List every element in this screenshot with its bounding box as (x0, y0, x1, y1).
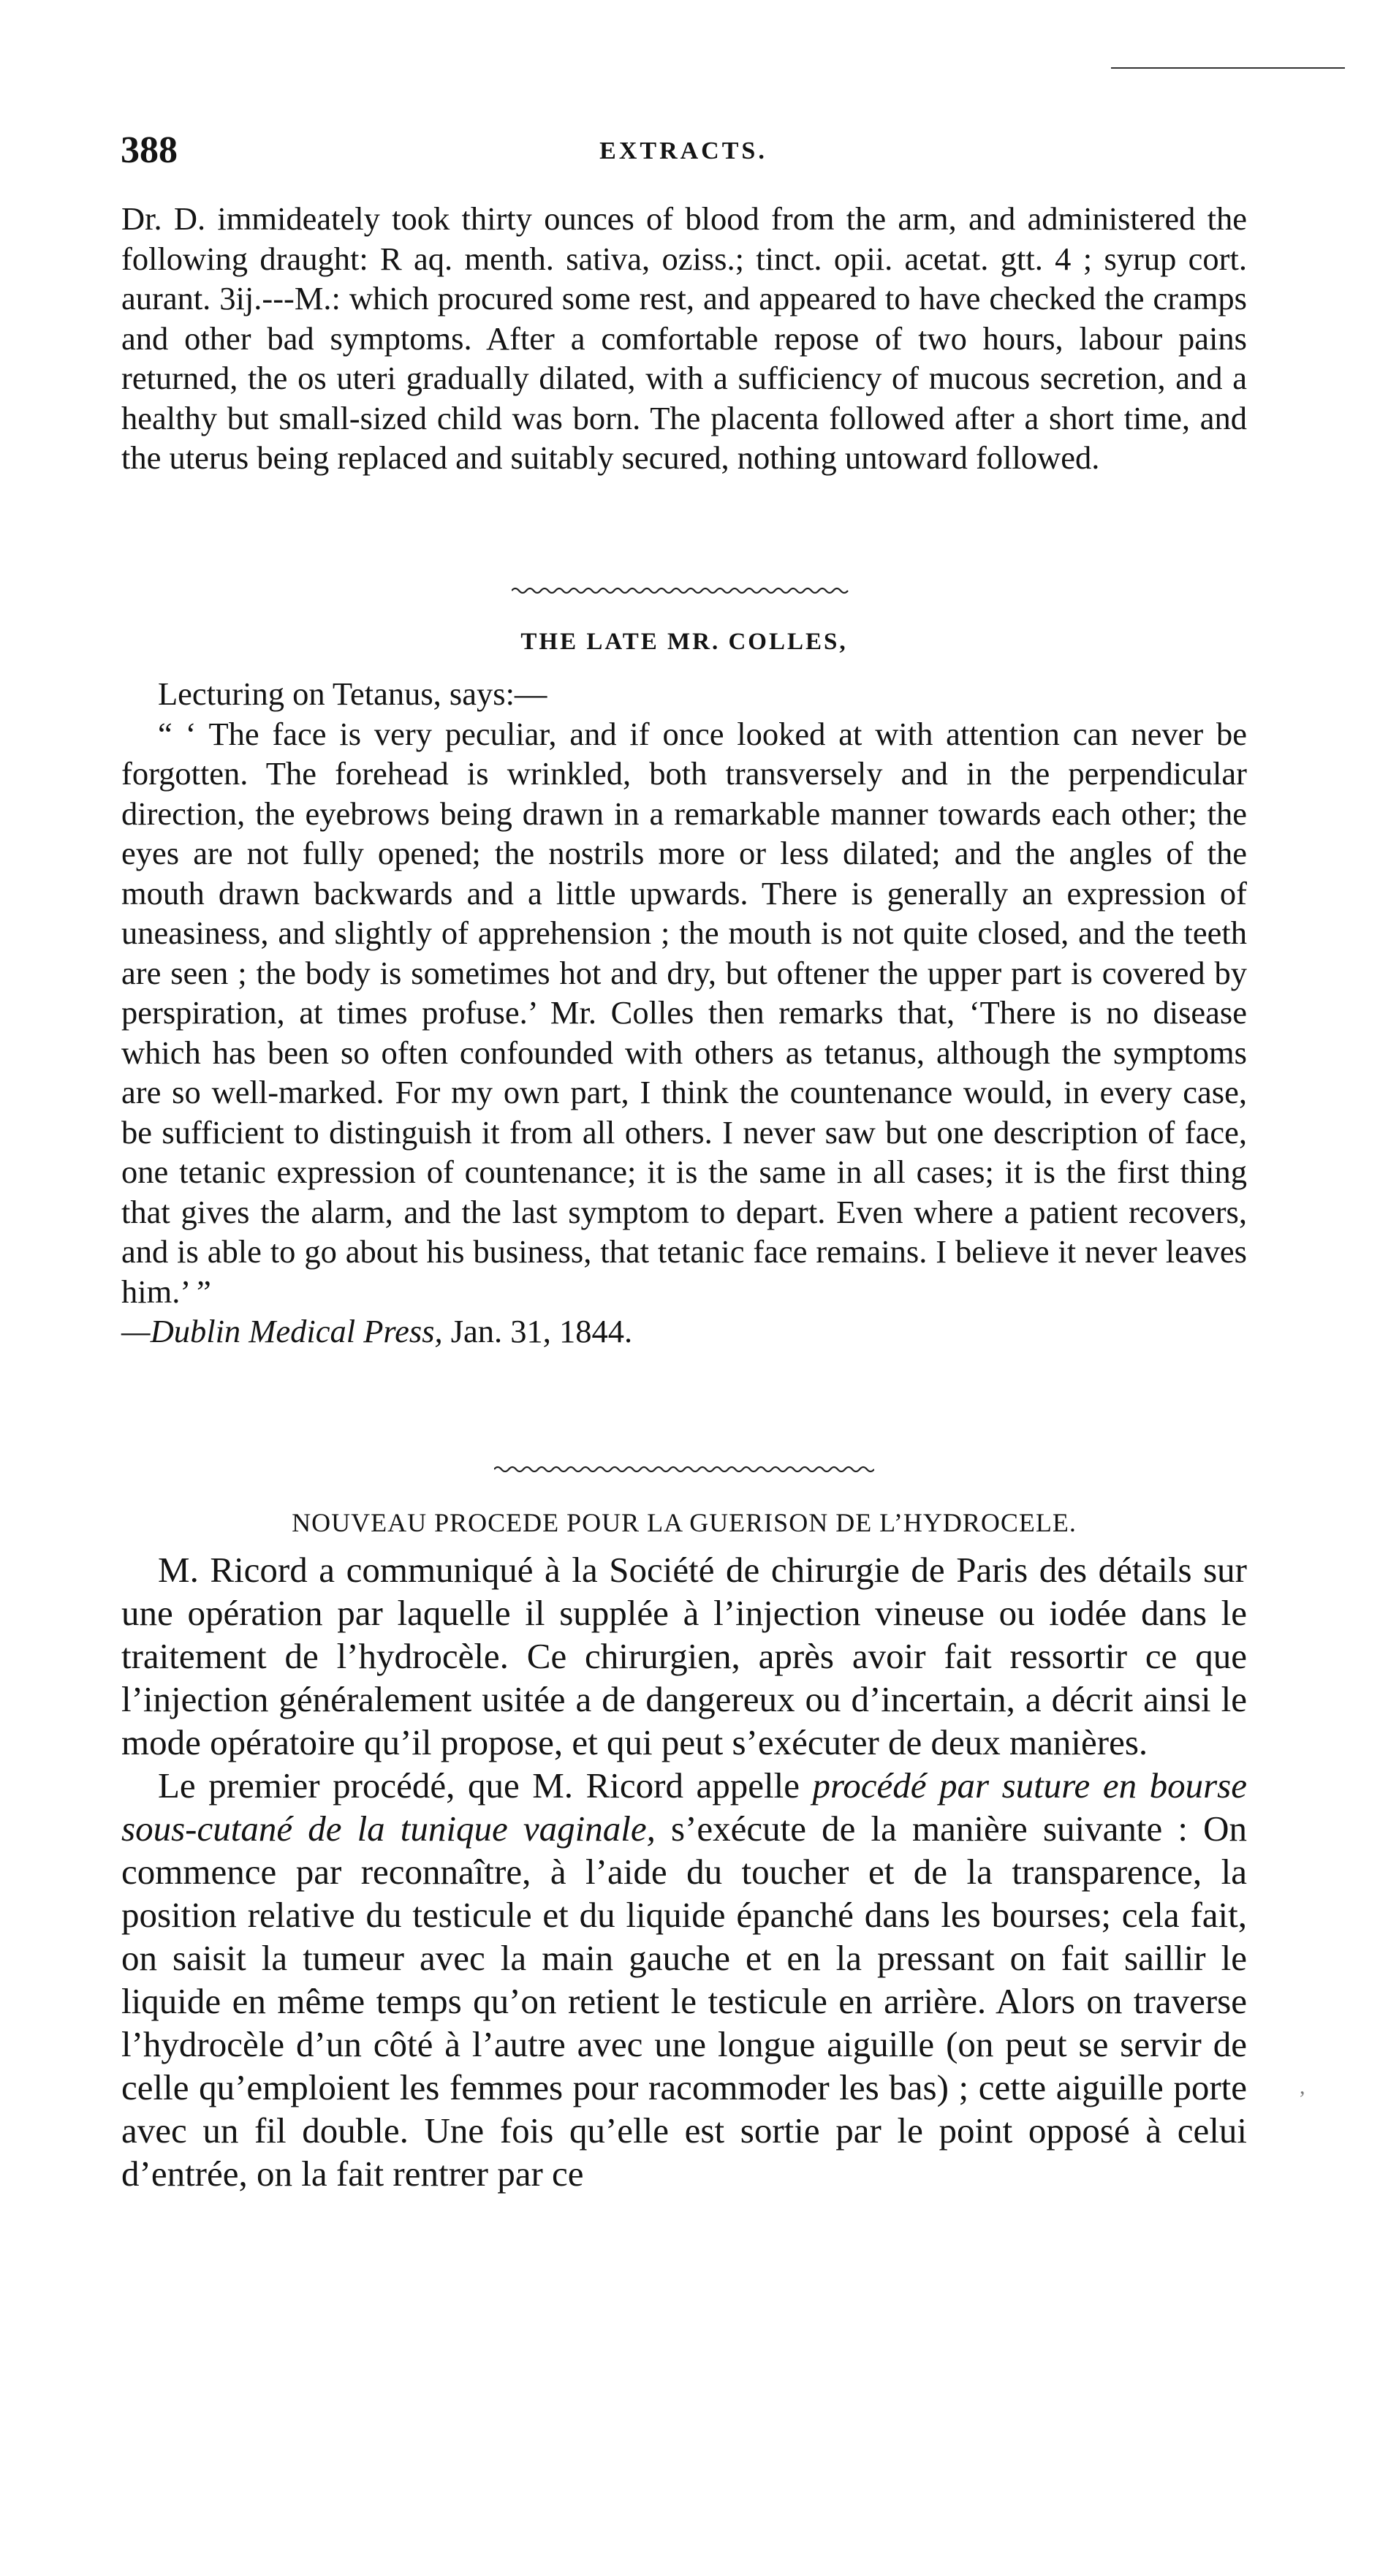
citation-source: —Dublin Medical Press, (121, 1313, 443, 1349)
colles-citation (121, 1311, 1247, 1352)
running-head (121, 129, 1246, 180)
wavy-divider-icon (494, 1463, 874, 1475)
nouveau-paragraph-1: M. Ricord a communiqué à la Société de chirurgie de Paris des détails sur une opération par laquelle il supplée à l’injection vineuse ou iodée dans le traitement de l’hydrocèle. Ce chirurgien, après avoir fait ressortir ce que l’injection généralement usitée a de dangereux ou d’incertain, a décrit ainsi le mode opératoire qu’il propose, et qui peut s’exécuter de deux manières. (121, 1550, 1247, 1762)
nouveau-paragraph-2-start: Le premier procédé, que M. Ricord appelle (158, 1765, 800, 1806)
top-rule (1111, 67, 1345, 69)
wavy-divider-ornament (512, 585, 855, 596)
nouveau-paragraph-2 (121, 1764, 1247, 2195)
nouveau-paragraph-2-rest: s’exécute de la manière suivante : On commence par reconnaître, à l’aide du toucher et de la transparence, la position relative du testicule et du liquide épanché dans les bourses; cela fait, on saisit la tumeur avec la main gauche et en la pressant on fait saillir le liquide en même temps qu’on retient le testicule en arrière. Alors on traverse l’hydrocèle d’un côté à l’autre avec une longue aiguille (on peut se servir de celle qu’emploient les femmes pour racommoder les bas) ; cette aiguille porte avec un fil double. Une fois qu’elle est sortie par le point opposé à celui d’entrée, on la fait rentrer par ce (121, 1808, 1247, 2194)
page-number: 388 (121, 129, 178, 171)
colles-heading: THE LATE MR. COLLES, (520, 629, 848, 655)
case-paragraph: Dr. D. immideately took thirty ounces of blood from the arm, and administered the following draught: R aq. menth. sativa, oziss.; tinct. opii. acetat. gtt. 4 ; syrup cort. aurant. 3ij.---M.: which procured some rest, and appeared to have checked the cramps and other bad symptoms. After a comfortable repose of two hours, labour pains returned, the os uteri gradually dilated, with a sufficiency of mucous secretion, and a healthy but small-sized child was born. The placenta followed after a short time, and the uterus being replaced and suitably secured, nothing untoward followed. (121, 200, 1247, 476)
colles-quote: “ ‘ The face is very peculiar, and if once looked at with attention can never be forgotten. The forehead is wrinkled, both transversely and in the perpendicular direction, the eyebrows being drawn in a remarkable manner towards each other; the eyes are not fully opened; the nostrils more or less dilated; and the angles of the mouth drawn backwards and a little upwards. There is generally an expression of uneasiness, and slightly of apprehension ; the mouth is not quite closed, and the teeth are seen ; the body is sometimes hot and dry, but oftener the upper part is covered by perspiration, at times profuse.’ Mr. Colles then remarks that, ‘There is no disease which has been so often confounded with others as tetanus, although the symptoms are so well-marked. For my own part, I think the countenance would, in every case, be sufficient to distinguish it from all others. I never saw but one description of face, one tetanic expression of countenance; it is the same in all cases; it is the first thing that gives the alarm, and the last symptom to depart. Even where a patient recovers, and is able to go about his business, that tetanic face remains. I believe it never leaves him.’ ” (121, 715, 1247, 1310)
colles-intro: Lecturing on Tetanus, says:— (158, 675, 547, 712)
running-title: EXTRACTS. (599, 137, 767, 164)
nouveau-block (121, 1548, 1247, 2195)
wavy-divider-icon (512, 585, 855, 596)
nouveau-heading: NOUVEAU PROCEDE POUR LA GUERISON DE L’HYDROCELE. (292, 1508, 1077, 1537)
citation-date: Jan. 31, 1844. (450, 1313, 633, 1349)
wavy-divider-ornament-2 (494, 1463, 838, 1475)
case-paragraph-block (121, 199, 1247, 478)
nouveau-procedure-name: procédé par suture en bourse sous-cutané de la tunique vaginale, (121, 1765, 1247, 1849)
colles-block (121, 674, 1247, 1352)
stray-print-mark: , (1300, 2075, 1305, 2099)
